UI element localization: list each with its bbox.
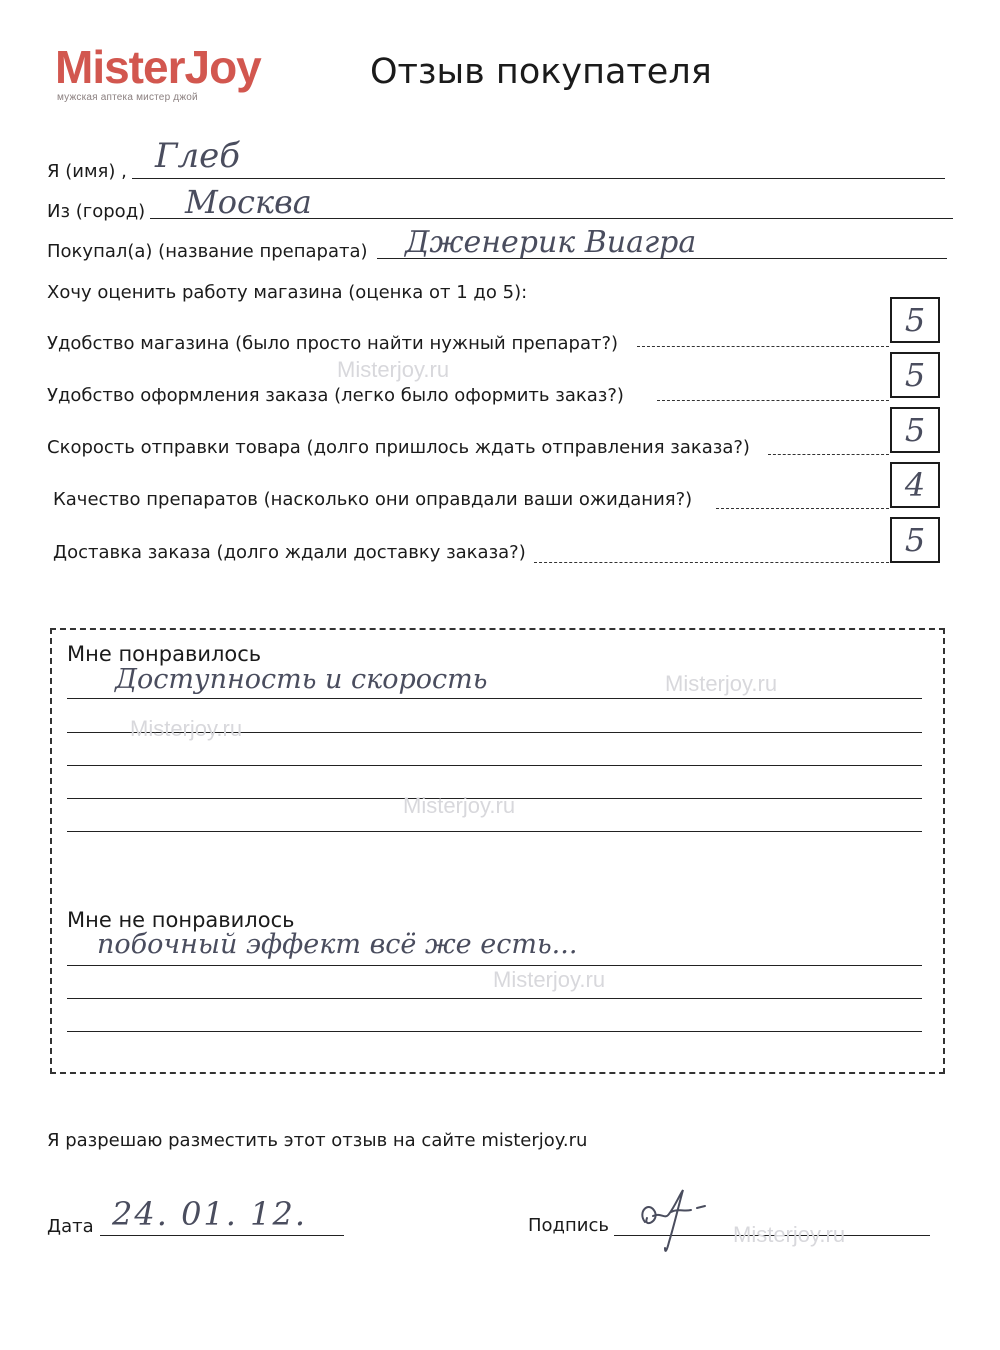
city-label: Из (город) [47,201,146,222]
rating-question: Скорость отправки товара (долго пришлось ждать отправления заказа?) [47,437,750,458]
date-label: Дата [47,1216,94,1237]
city-value: Москва [185,183,312,221]
brand-tagline: мужская аптека мистер джой [57,92,198,103]
watermark-text: Misterjoy.ru [733,1222,846,1247]
rating-score: 5 [904,356,926,394]
writing-line [67,965,922,966]
watermark-text: Misterjoy.ru [130,716,243,741]
writing-line [67,998,922,999]
watermark-text: Misterjoy.ru [665,671,778,696]
watermark-text: Misterjoy.ru [337,357,450,382]
rating-score: 5 [904,411,926,449]
liked-heading: Мне понравилось [67,642,262,666]
rating-score-box [890,407,940,453]
product-value: Дженерик Виагра [405,225,697,260]
rating-question: Доставка заказа (долго ждали доставку заказа?) [53,542,526,563]
rating-score: 5 [904,521,926,559]
rating-leader [637,346,889,347]
signature-label: Подпись [528,1215,609,1236]
watermark-text: Misterjoy.ru [493,967,606,992]
brand-logo: MisterJoy [55,41,261,93]
disliked-answer: побочный эффект всё же есть... [97,929,578,960]
page-title: Отзыв покупателя [370,52,712,92]
writing-line [67,765,922,766]
rating-intro: Хочу оценить работу магазина (оценка от 1 до 5): [47,282,528,303]
name-value: Глеб [155,136,241,176]
rating-score-box [890,462,940,508]
rating-leader [657,400,889,401]
rating-question: Удобство оформления заказа (легко было оформить заказ?) [47,385,624,406]
rating-score-box [890,352,940,398]
date-underline [100,1235,344,1236]
date-value: 24. 01. 12. [112,1195,308,1233]
watermark-text: Misterjoy.ru [403,793,516,818]
rating-leader [768,454,889,455]
writing-line [67,1031,922,1032]
name-label: Я (имя) , [47,161,127,182]
rating-leader [534,562,889,563]
rating-score: 5 [904,301,926,339]
rating-score: 4 [904,466,926,504]
rating-score-box [890,517,940,563]
product-label: Покупал(а) (название препарата) [47,241,368,262]
writing-line [67,831,922,832]
name-underline [132,178,945,179]
rating-score-box [890,297,940,343]
disliked-heading: Мне не понравилось [67,908,295,932]
permission-text: Я разрешаю разместить этот отзыв на сайте misterjoy.ru [47,1130,588,1151]
writing-line [67,698,922,699]
signature-mark [635,1182,725,1262]
rating-leader [716,508,889,509]
liked-answer: Доступность и скорость [115,664,488,695]
rating-question: Качество препаратов (насколько они оправдали ваши ожидания?) [53,489,693,510]
rating-question: Удобство магазина (было просто найти нужный препарат?) [47,333,619,354]
